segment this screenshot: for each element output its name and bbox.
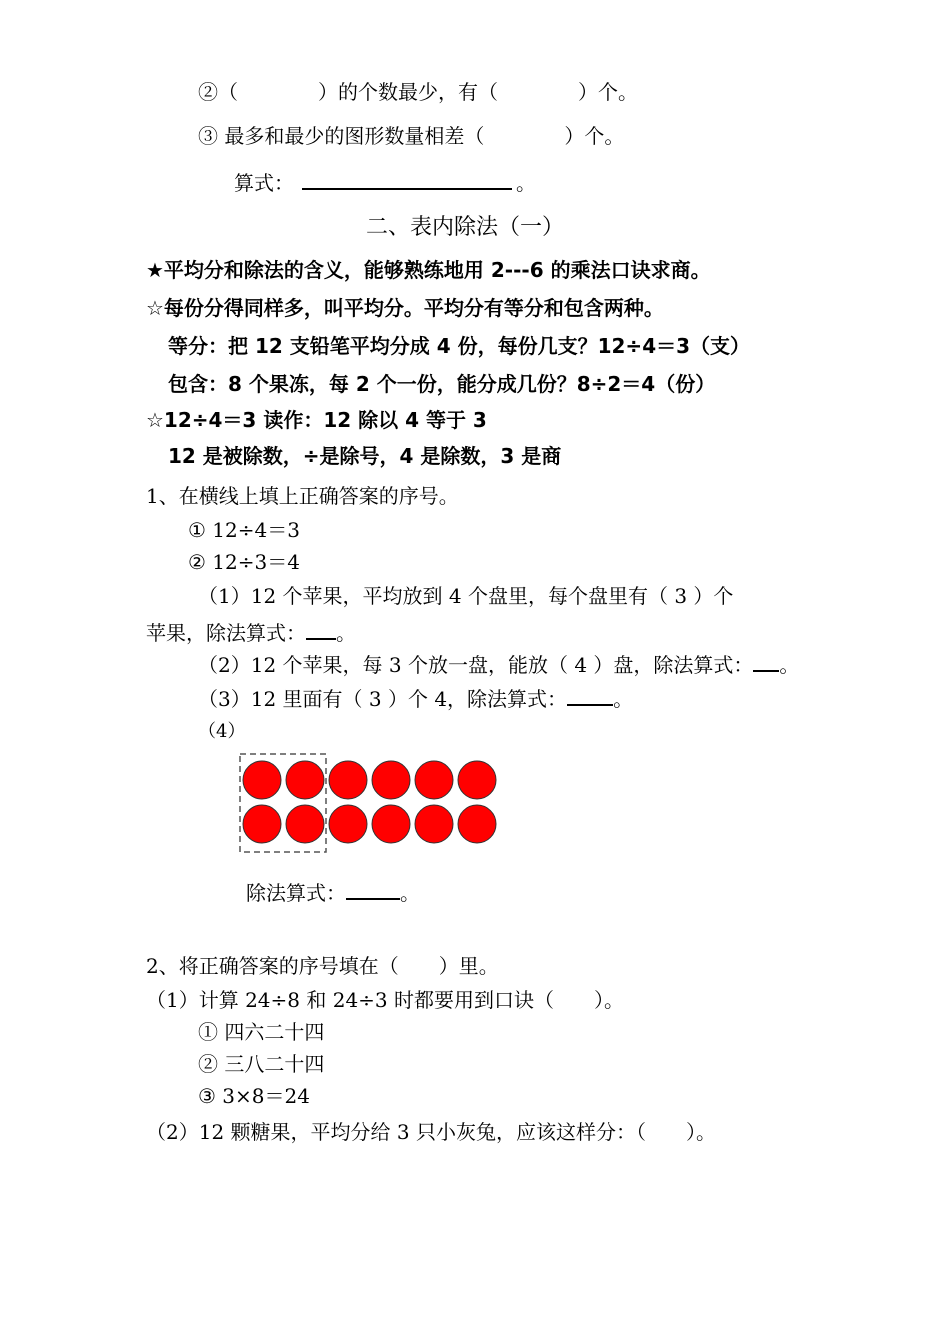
red-circle [243,761,281,799]
item4-formula-label: 除法算式： [246,881,346,905]
formula-blank[interactable] [302,168,512,190]
exercise1-item4: （4） [198,721,246,742]
red-circle [286,761,324,799]
knowledge-reading: ☆12÷4＝3 读作：12 除以 4 等于 3 [146,408,487,432]
exercise1-title: 1、在横线上填上正确答案的序号。 [146,484,459,508]
item3-end: 。 [613,687,634,711]
exercise1-item3 [198,684,633,713]
formula-end: 。 [516,171,536,195]
knowledge-average: ☆每份分得同样多，叫平均分。平均分有等分和包含两种。 [146,296,664,320]
item4-answer-blank[interactable] [346,878,400,900]
exercise1-item1-line1: （1）12 个苹果，平均放到 4 个盘里，每个盘里有（ 3 ）个 [198,584,734,608]
question-3: ③ 最多和最少的图形数量相差（ ）个。 [198,124,625,148]
exercise2-option-2: ② 三八二十四 [198,1052,325,1076]
item1-formula-label: 苹果，除法算式： [146,621,306,645]
item2-answer-blank[interactable] [753,650,779,672]
red-circle [415,805,453,843]
item2-end: 。 [779,653,800,677]
knowledge-star: ★平均分和除法的含义，能够熟练地用 2---6 的乘法口诀求商。 [146,258,711,282]
item1-answer-blank[interactable] [306,618,336,640]
red-circle [372,805,410,843]
exercise1-item1-line2 [146,618,356,647]
knowledge-containment: 包含：8 个果冻，每 2 个一份，能分成几份？8÷2＝4（份） [168,372,716,396]
section-title: 二、表内除法（一） [366,215,565,240]
circles-figure [238,752,508,856]
item2-text: （2）12 个苹果，每 3 个放一盘，能放（ 4 ）盘，除法算式： [198,653,754,677]
red-circle [329,761,367,799]
red-circle [415,761,453,799]
exercise1-item4-formula [246,878,420,907]
exercise2-title: 2、将正确答案的序号填在（ ）里。 [146,954,499,978]
exercise2-item1: （1）计算 24÷8 和 24÷3 时都要用到口诀（ ）。 [146,988,625,1012]
question-2: ②（ ）的个数最少，有（ ）个。 [198,80,638,104]
red-circle [372,761,410,799]
exercise2-option-1: ① 四六二十四 [198,1020,325,1044]
item1-end: 。 [336,621,356,645]
exercise1-option-2: ② 12÷3＝4 [188,550,300,574]
exercise2-item2: （2）12 颗糖果，平均分给 3 只小灰兔，应该这样分：（ ）。 [146,1120,716,1144]
red-circle [458,805,496,843]
red-circle [458,761,496,799]
formula-line [234,168,536,197]
item3-answer-blank[interactable] [567,684,613,706]
exercise1-item2 [198,650,799,679]
red-circle [286,805,324,843]
exercise1-option-1: ① 12÷4＝3 [188,518,300,542]
item3-text: （3）12 里面有（ 3 ）个 4，除法算式： [198,687,568,711]
item4-end: 。 [400,881,420,905]
knowledge-parts: 12 是被除数，÷是除号，4 是除数，3 是商 [168,444,562,468]
knowledge-equal-division: 等分：把 12 支铅笔平均分成 4 份，每份几支？12÷4＝3（支） [168,334,751,358]
red-circle [329,805,367,843]
exercise2-option-3: ③ 3×8＝24 [198,1084,310,1108]
formula-label: 算式： [234,171,294,195]
red-circle [243,805,281,843]
